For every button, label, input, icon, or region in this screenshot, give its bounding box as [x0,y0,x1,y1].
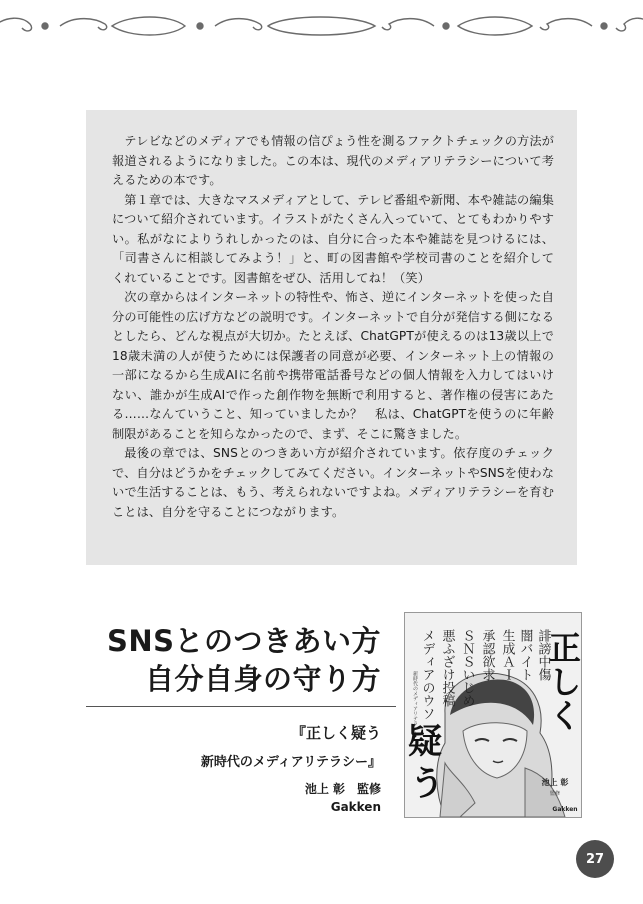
book-cover-image [404,612,582,818]
book-editor: 池上 彰 監修 [304,782,381,796]
headline-line-2: 自分自身の守り方 [144,662,381,696]
cover-title-char: く [548,697,581,735]
book-publisher: Gakken [330,800,381,814]
cover-publisher: Gakken [552,806,578,813]
cover-column-text: 誹謗中傷 [535,629,551,681]
cover-title-char: 正 [548,629,581,667]
cover-title-char: し [548,663,581,701]
cover-small-note: 新時代のメディアリテラシー [412,671,418,736]
page-number-badge [576,840,614,878]
review-paragraph: 次の章からはインターネットの特性や、怖さ、逆にインターネットを使った自分の可能性の広げ方などの説明です。インターネットで自分が発信する側になるとしたら、どんな視点が大切か。たとえば、ChatGPTが使えるのは13歳以上で18歳未満の人が使うためには保護者の同意が必要、インターネット上の情報の一部になるから生成AIに名前や携帯電話番号などの個人情報を入力してはいけない、誰かが生成AIで作った創作物を無断で利用すると、著作権の侵害にあたる……なんていうこと、知っていましたか？ 私は、ChatGPTを使うのに年齢制限があることを知らなかったので、まず、そこに驚きました。 [112,290,554,441]
cover-title-char: 疑 [408,722,442,762]
decorative-ornament-border [0,8,643,44]
headline [107,622,381,698]
book-subtitle: 新時代のメディアリテラシー』 [200,755,381,770]
cover-author: 池上 彰 [541,778,569,787]
cover-column-text: 悪ふざけ投稿 [439,629,455,707]
cover-author-suffix: 監修 [549,791,561,797]
cover-column-text: 闇バイト [517,629,533,681]
cover-column-text: ＳＮＳいじめ [459,629,475,707]
cover-column-text: 生成ＡＩ [499,629,515,681]
review-paragraph: 最後の章では、SNSとのつきあい方が紹介されています。依存度のチェックで、自分はどうかをチェックしてみてください。インターネットやSNSを使わないで生活することは、もう、考えられないですよね。メディアリテラシーを育むことは、自分を守ることにつながります。 [112,446,554,519]
cover-title-char: う [410,764,444,804]
cover-column-text: メディアのウソ [419,629,435,720]
book-title: 『正しく疑う [290,724,381,742]
book-cover-illustration [405,613,581,817]
page-number: 27 [585,851,605,867]
review-paragraph: 第１章では、大きなマスメディアとして、テレビ番組や新聞、本や雑誌の編集について紹介されています。イラストがたくさん入っていて、とてもわかりやすい。私がなによりうれしかったのは、自分に合った本や雑誌を見つけるには、「司書さんに相談してみよう！」と、町の図書館や学校司書のことを紹介してくれていることです。図書館をぜひ、活用してね！（笑） [112,192,554,285]
divider-line [86,706,396,707]
headline-line-1: SNSとのつきあい方 [106,624,381,658]
cover-column-text: 承認欲求 [479,629,495,681]
review-paragraph: テレビなどのメディアでも情報の信ぴょう性を測るファクトチェックの方法が報道されるようになりました。この本は、現代のメディアリテラシーについて考えるための本です。 [112,134,554,187]
review-body [112,132,554,522]
